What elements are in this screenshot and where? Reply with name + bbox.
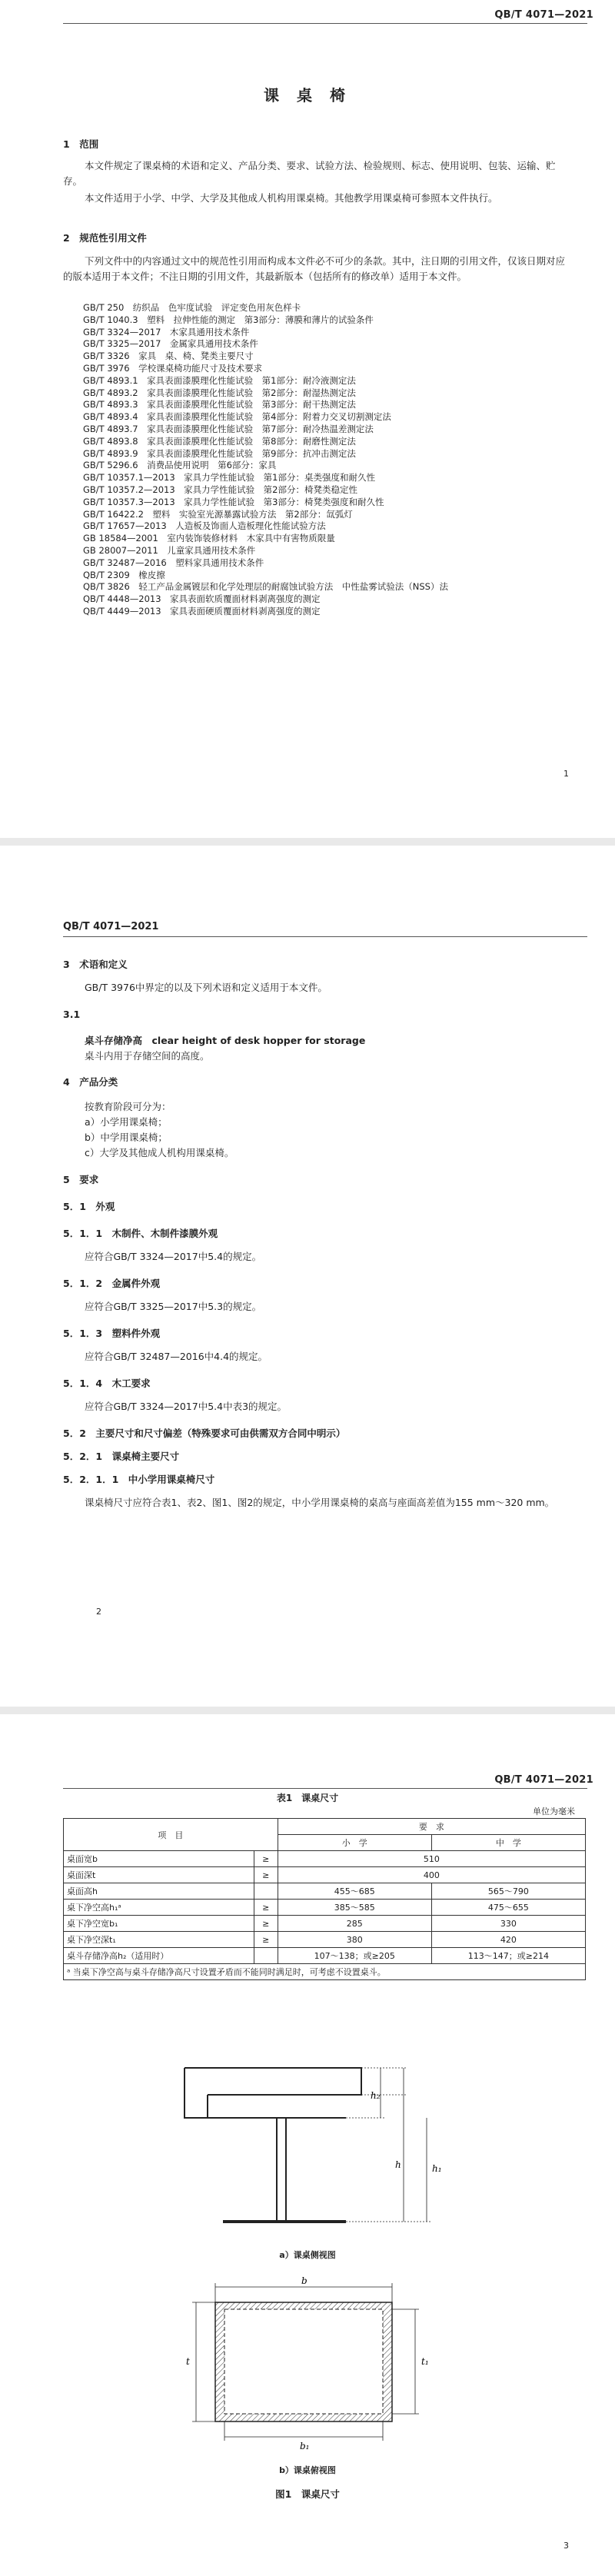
table-cell-value: 400	[278, 1867, 585, 1883]
reference-item: QB/T 4448—2013 家具表面软质覆面材料剥离强度的测定	[83, 593, 321, 605]
page-2	[0, 846, 615, 1707]
classification-item-b: b）中学用课桌椅；	[85, 1132, 168, 1143]
reference-item: GB/T 4893.9 家具表面漆膜理化性能试验 第9部分：抗冲击测定法	[83, 447, 356, 459]
classification-item-c: c）大学及其他成人机构用课桌椅。	[85, 1147, 234, 1158]
table-row	[64, 1867, 586, 1883]
dimension-b-label: b	[301, 2275, 308, 2286]
normative-references-list	[83, 301, 448, 617]
table-cell-primary: 285	[278, 1916, 431, 1932]
table-cell-primary: 455～685	[278, 1883, 431, 1900]
section-5-1-2-title: 5．1．2 金属件外观	[63, 1278, 161, 1289]
reference-item: GB/T 4893.8 家具表面漆膜理化性能试验 第8部分：耐磨性测定法	[83, 435, 356, 447]
table-note: ᵃ 当桌下净空高与桌斗存储净高尺寸设置矛盾而不能同时满足时，可考虑不设置桌斗。	[64, 1964, 586, 1980]
reference-item: GB/T 10357.2—2013 家具力学性能试验 第2部分：椅凳类稳定性	[83, 484, 357, 495]
table-cell-middle: 565～790	[431, 1883, 585, 1900]
section-5-1-2-text: 应符合GB/T 3325—2017中5.3的规定。	[85, 1301, 262, 1312]
dimension-h-label: h	[395, 2159, 401, 2170]
header-rule	[63, 1788, 587, 1789]
reference-item: GB/T 10357.3—2013 家具力学性能试验 第3部分：椅凳类强度和耐久性	[83, 496, 384, 507]
table-header-middle: 中 学	[431, 1835, 585, 1851]
table-header-primary: 小 学	[278, 1835, 431, 1851]
dimension-h1-label: h₁	[432, 2163, 442, 2174]
reference-item: GB/T 32487—2016 塑料家具通用技术条件	[83, 557, 264, 568]
reference-item: GB/T 4893.7 家具表面漆膜理化性能试验 第7部分：耐冷热温差测定法	[83, 423, 374, 434]
reference-item: GB/T 4893.4 家具表面漆膜理化性能试验 第4部分：附着力交叉切割测定法	[83, 411, 391, 423]
table-cell-item: 桌面深t	[64, 1867, 254, 1883]
table-cell-middle: 420	[431, 1932, 585, 1948]
table-cell-primary: 385～585	[278, 1900, 431, 1916]
reference-item: GB/T 3325—2017 金属家具通用技术条件	[83, 338, 258, 350]
term-definition: 桌斗内用于存储空间的高度。	[85, 1050, 210, 1062]
reference-item: GB/T 4893.3 家具表面漆膜理化性能试验 第3部分：耐干热测定法	[83, 399, 356, 410]
reference-item: GB 28007—2011 儿童家具通用技术条件	[83, 544, 256, 556]
page-number: 3	[563, 2541, 569, 2551]
header-rule	[63, 936, 587, 937]
table-row	[64, 1900, 586, 1916]
table-cell-symbol: ≥	[254, 1932, 278, 1948]
header-rule	[63, 23, 587, 24]
section-3-paragraph: GB/T 3976中界定的以及下列术语和定义适用于本文件。	[85, 982, 327, 993]
reference-item: GB/T 10357.1—2013 家具力学性能试验 第1部分：桌类强度和耐久性	[83, 472, 375, 484]
table-cell-middle: 475～655	[431, 1900, 585, 1916]
reference-item: GB/T 3976 学校课桌椅功能尺寸及技术要求	[83, 362, 263, 374]
reference-item: QB/T 4449—2013 家具表面硬质覆面材料剥离强度的测定	[83, 605, 321, 617]
classification-intro: 按教育阶段可分为：	[85, 1101, 171, 1112]
section-5-1-4-title: 5．1．4 木工要求	[63, 1378, 151, 1389]
section-5-2-1-1-text: 课桌椅尺寸应符合表1、表2、图1、图2的规定，中小学用课桌椅的桌高与座面高差值为155 mm～320 mm。	[85, 1497, 555, 1508]
table-row	[64, 1916, 586, 1932]
table-cell-symbol: ≥	[254, 1867, 278, 1883]
term-number: 3.1	[63, 1009, 81, 1020]
section-1-paragraph-2: 本文件适用于小学、中学、大学及其他成人机构用课桌椅。其他教学用课桌椅可参照本文件执行。	[85, 192, 498, 204]
reference-item: GB 18584—2001 室内装饰装修材料 木家具中有害物质限量	[83, 533, 335, 544]
table-header-item: 项 目	[64, 1819, 278, 1851]
section-5-1-1-title: 5．1．1 木制件、木制件漆膜外观	[63, 1228, 218, 1239]
section-5-1-4-text: 应符合GB/T 3324—2017中5.4中表3的规定。	[85, 1401, 288, 1412]
section-5-2-1-title: 5．2．1 课桌椅主要尺寸	[63, 1451, 180, 1462]
table-cell-item: 桌下净空深t₁	[64, 1932, 254, 1948]
section-5-2-title: 5．2 主要尺寸和尺寸偏差（特殊要求可由供需双方合同中明示）	[63, 1428, 346, 1439]
desk-top-view-diagram	[169, 2275, 461, 2452]
table-cell-symbol	[254, 1948, 278, 1964]
table-unit: 单位为毫米	[533, 1807, 575, 1816]
section-3-title: 3 术语和定义	[63, 959, 128, 970]
table-cell-item: 桌面宽b	[64, 1851, 254, 1867]
section-1-title: 1 范围	[63, 138, 99, 150]
table-cell-primary: 380	[278, 1932, 431, 1948]
section-1-paragraph-1: 本文件规定了课桌椅的术语和定义、产品分类、要求、试验方法、检验规则、标志、使用说明、包装、运输、贮存。	[63, 160, 556, 187]
reference-item: GB/T 250 纺织品 色牢度试验 评定变色用灰色样卡	[83, 302, 301, 313]
table-cell-item: 桌下净空高h₁ᵃ	[64, 1900, 254, 1916]
table-cell-item: 桌斗存储净高h₂（适用时）	[64, 1948, 254, 1964]
page-number: 1	[563, 769, 569, 779]
section-2-title: 2 规范性引用文件	[63, 232, 147, 244]
reference-item: GB/T 3324—2017 木家具通用技术条件	[83, 326, 250, 337]
reference-item: QB/T 2309 橡皮擦	[83, 569, 165, 580]
figure-a-caption: a）课桌侧视图	[279, 2250, 336, 2260]
document-title: 课 桌 椅	[264, 86, 351, 105]
table-cell-item: 桌面高h	[64, 1883, 254, 1900]
standard-number: QB/T 4071—2021	[494, 1774, 593, 1786]
standard-number: QB/T 4071—2021	[63, 921, 159, 932]
reference-item: GB/T 4893.2 家具表面漆膜理化性能试验 第2部分：耐湿热测定法	[83, 387, 356, 398]
desk-dimensions-table	[63, 1818, 586, 1980]
section-4-title: 4 产品分类	[63, 1076, 118, 1088]
reference-item: GB/T 3326 家具 桌、椅、凳类主要尺寸	[83, 351, 254, 362]
table-note-row	[64, 1964, 586, 1980]
figure-1-caption: 图1 课桌尺寸	[275, 2488, 340, 2500]
reference-item: GB/T 1040.3 塑料 拉伸性能的测定 第3部分：薄膜和薄片的试验条件	[83, 314, 374, 325]
classification-item-a: a）小学用课桌椅；	[85, 1116, 168, 1128]
table-cell-symbol: ≥	[254, 1851, 278, 1867]
section-5-1-title: 5．1 外观	[63, 1201, 115, 1212]
dimension-t1-label: t₁	[421, 2356, 429, 2367]
table-cell-item: 桌下净空宽b₁	[64, 1916, 254, 1932]
section-5-1-3-text: 应符合GB/T 32487—2016中4.4的规定。	[85, 1351, 268, 1362]
section-5-title: 5 要求	[63, 1174, 99, 1185]
table-row	[64, 1851, 586, 1867]
dimension-b1-label: b₁	[300, 2441, 310, 2451]
section-2-paragraph: 下列文件中的内容通过文中的规范性引用而构成本文件必不可少的条款。其中，注日期的引用文件，仅该日期对应的版本适用于本文件；不注日期的引用文件，其最新版本（包括所有的修改单）适用于本文件。	[63, 255, 566, 282]
reference-item: GB/T 4893.1 家具表面漆膜理化性能试验 第1部分：耐冷液测定法	[83, 374, 356, 386]
table-cell-primary: 107～138；或≥205	[278, 1948, 431, 1964]
standard-number: QB/T 4071—2021	[494, 9, 593, 21]
section-5-2-1-1-title: 5．2．1．1 中小学用课桌椅尺寸	[63, 1474, 215, 1485]
table-cell-symbol: ≥	[254, 1900, 278, 1916]
section-5-1-1-text: 应符合GB/T 3324—2017中5.4的规定。	[85, 1251, 262, 1262]
table-header-requirement: 要 求	[278, 1819, 585, 1835]
table-cell-middle: 330	[431, 1916, 585, 1932]
table-cell-symbol	[254, 1883, 278, 1900]
table-cell-symbol: ≥	[254, 1916, 278, 1932]
reference-item: QB/T 3826 轻工产品金属镀层和化学处理层的耐腐蚀试验方法 中性盐雾试验法（NSS）法	[83, 581, 448, 593]
dimension-t-label: t	[186, 2356, 190, 2367]
term-name: 桌斗存储净高 clear height of desk hopper for storage	[85, 1035, 366, 1046]
table-row	[64, 1932, 586, 1948]
page-3	[0, 1714, 615, 2576]
dimension-h2-label: h₂	[371, 2090, 381, 2101]
reference-item: GB/T 5296.6 消费品使用说明 第6部分：家具	[83, 460, 277, 471]
page-number: 2	[96, 1607, 101, 1617]
table-row	[64, 1883, 586, 1900]
table-caption: 表1 课桌尺寸	[276, 1793, 339, 1803]
figure-b-caption: b）课桌俯视图	[279, 2465, 336, 2475]
reference-item: GB/T 16422.2 塑料 实验室光源暴露试验方法 第2部分：氙弧灯	[83, 508, 353, 520]
table-cell-value: 510	[278, 1851, 585, 1867]
section-5-1-3-title: 5．1．3 塑料件外观	[63, 1328, 161, 1339]
table-cell-middle: 113～147；或≥214	[431, 1948, 585, 1964]
reference-item: GB/T 17657—2013 人造板及饰面人造板理化性能试验方法	[83, 520, 326, 532]
page-1	[0, 0, 615, 838]
desk-side-view-diagram	[154, 2052, 477, 2245]
table-row	[64, 1948, 586, 1964]
